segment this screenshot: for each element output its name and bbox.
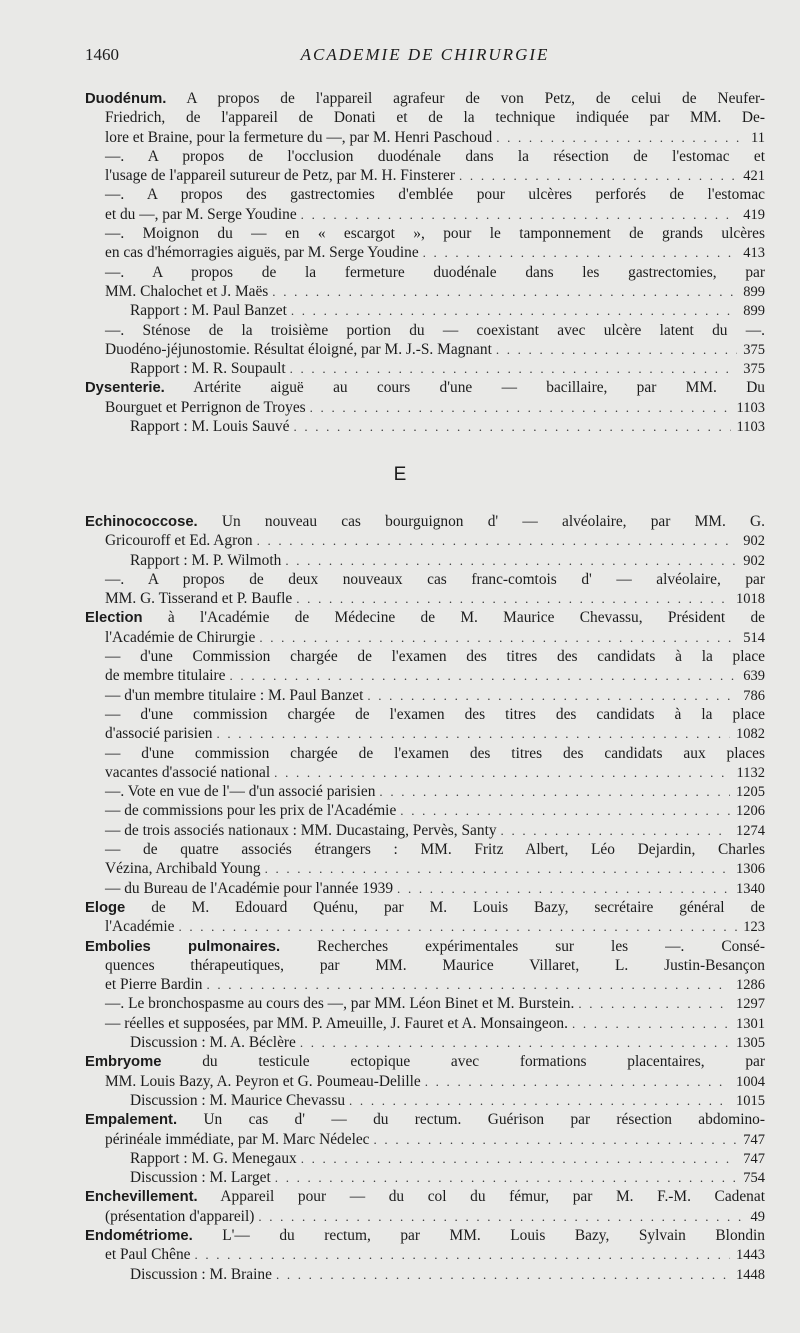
dot-leader [425, 1072, 730, 1091]
index-line [85, 1207, 765, 1226]
page-reference: 1443 [736, 1247, 765, 1264]
index-line [85, 398, 765, 417]
dot-leader [496, 128, 745, 147]
entry-text: Rapport : M. R. Soupault [130, 360, 286, 378]
page-reference: 1306 [736, 861, 765, 878]
index-line [85, 859, 765, 878]
dot-leader [496, 340, 737, 359]
index-term: Duodénum. [85, 91, 167, 107]
index-line [85, 994, 765, 1013]
entry-text: et Paul Chêne [105, 1246, 191, 1264]
page-reference: 1015 [736, 1092, 765, 1109]
entry-text: Discussion : M. A. Béclère [130, 1034, 296, 1052]
index-line [85, 898, 765, 917]
entry-text: — d'une commission chargée de l'examen des titres des candidats aux places [105, 744, 765, 762]
index-line [85, 763, 765, 782]
page-reference: 1305 [736, 1035, 765, 1052]
entry-text: Un cas d' — du rectum. Guérison par résection abdomino- [177, 1111, 765, 1129]
dot-leader [300, 1033, 730, 1052]
index-line [85, 1072, 765, 1091]
index-text [105, 166, 455, 185]
entry-text: Vézina, Archibald Young [105, 860, 261, 878]
index-line [85, 340, 765, 359]
section-letter: E [393, 464, 407, 485]
dot-leader [301, 1149, 738, 1168]
dot-leader [572, 1014, 730, 1033]
entry-text: Un nouveau cas bourguignon d' — alvéolaire, par MM. G. [197, 513, 765, 530]
index-line [85, 666, 765, 685]
index-text [105, 879, 393, 898]
entry-text: — de quatre associés étrangers : MM. Fritz Albert, Léo Dejardin, Charles [105, 841, 765, 859]
index-text [105, 763, 270, 782]
index-text [105, 975, 202, 994]
index-text [105, 282, 268, 301]
index-line [85, 359, 765, 378]
entry-text: (présentation d'appareil) [105, 1207, 255, 1225]
page-reference: 899 [743, 283, 765, 300]
index-text [105, 205, 297, 224]
page-reference: 754 [743, 1170, 765, 1187]
page-reference: 1018 [736, 591, 765, 608]
dot-leader [400, 801, 730, 820]
page-reference: 1274 [736, 822, 765, 839]
index-text [105, 859, 261, 878]
index-line [85, 185, 765, 204]
index-line [85, 1245, 765, 1264]
index-line [85, 879, 765, 898]
index-text [105, 1072, 421, 1091]
entry-text: Discussion : M. Maurice Chevassu [130, 1091, 346, 1109]
index-text [130, 1033, 296, 1052]
page-header [85, 45, 765, 69]
dot-leader [265, 859, 730, 878]
index-line [85, 1226, 765, 1245]
page-reference: 375 [743, 341, 765, 358]
page-reference: 1301 [736, 1015, 765, 1032]
page-reference: 1297 [736, 996, 765, 1013]
index-line [85, 147, 765, 166]
index-line [85, 1014, 765, 1033]
dot-leader [285, 551, 737, 570]
index-line [85, 282, 765, 301]
index-line [85, 551, 765, 570]
index-line [85, 512, 765, 531]
page-reference: 1082 [736, 726, 765, 743]
index-term: Dysenterie. [85, 380, 165, 397]
index-line [85, 417, 765, 436]
index-line [85, 1265, 765, 1284]
index-term: Enchevillement. [85, 1189, 198, 1206]
index-text [105, 917, 174, 936]
index-line [85, 128, 765, 147]
page-reference: 123 [743, 919, 765, 936]
index-line [85, 647, 765, 666]
entry-text: —. Vote en vue de l'— d'un associé parisien [105, 783, 376, 801]
entry-text: —. A propos des gastrectomies d'emblée pour ulcères perforés de l'estomac [105, 186, 765, 204]
entry-text: de M. Edouard Quénu, par M. Louis Bazy, secrétaire général de [125, 898, 765, 916]
entry-text: — d'un membre titulaire : M. Paul Banzet [105, 686, 364, 704]
index-line [85, 89, 765, 108]
dot-leader [275, 1168, 737, 1187]
entry-text: —. A propos de l'occlusion duodénale dans la résection de l'estomac et [105, 147, 765, 165]
index-line [85, 1091, 765, 1110]
entry-text: Rapport : M. Paul Banzet [130, 302, 287, 320]
index-line [85, 744, 765, 763]
dot-leader [276, 1265, 730, 1284]
entry-text: Recherches expérimentales sur les —. Consé- [280, 937, 765, 955]
dot-leader [230, 666, 738, 685]
index-text [130, 1149, 297, 1168]
index-term: Election [85, 610, 143, 627]
index-line [85, 1110, 765, 1129]
entry-text: Discussion : M. Larget [130, 1169, 271, 1187]
index-line [85, 686, 765, 705]
entry-text: Artérite aiguë au cours d'une — bacillaire, par MM. Du [164, 379, 765, 397]
page-reference: 1448 [736, 1266, 765, 1283]
index-text [130, 1265, 272, 1284]
index-text [105, 801, 396, 820]
entry-text: —. Moignon du — en « escargot », pour le tamponnement de grands ulcères [105, 225, 765, 243]
entry-text: — du Bureau de l'Académie pour l'année 1939 [105, 879, 394, 897]
dot-leader [272, 282, 737, 301]
index-term: Embryome [85, 1054, 162, 1071]
page-reference: 902 [743, 552, 765, 569]
page-reference: 49 [750, 1208, 765, 1225]
dot-leader [259, 628, 737, 647]
dot-leader [301, 205, 738, 224]
dot-leader [349, 1091, 730, 1110]
entry-text: —. A propos de la fermeture duodénale dans les gastrectomies, par [105, 263, 765, 281]
index-line [85, 1033, 765, 1052]
index-block-d [85, 89, 765, 436]
entry-text: MM. Chalochet et J. Maës [105, 282, 269, 300]
index-text [130, 1168, 271, 1187]
page-reference: 1286 [736, 977, 765, 994]
page-number: 1460 [85, 45, 119, 64]
index-line [85, 243, 765, 262]
index-line [85, 608, 765, 627]
page-reference: 639 [743, 668, 765, 685]
dot-leader [501, 821, 730, 840]
dot-leader [423, 243, 738, 262]
page-reference: 413 [743, 245, 765, 262]
dot-leader [296, 589, 730, 608]
index-text [105, 1245, 190, 1264]
dot-leader [578, 994, 730, 1013]
entry-text: et Pierre Bardin [105, 976, 203, 994]
index-text [105, 1207, 254, 1226]
entry-text: —. Sténose de la troisième portion du — coexistant avec ulcère latent du —. [105, 321, 765, 339]
index-term: Empalement. [85, 1112, 178, 1129]
index-line [85, 263, 765, 282]
entry-text: en cas d'hémorragies aiguës, par M. Serge Youdine [105, 244, 419, 262]
page-reference: 1340 [736, 880, 765, 897]
entry-text: lore et Braine, pour la fermeture du —, par M. Henri Paschoud [105, 128, 493, 146]
index-line [85, 840, 765, 859]
entry-text: l'Académie de Chirurgie [105, 628, 256, 646]
page-reference: 1205 [736, 784, 765, 801]
index-line [85, 956, 765, 975]
entry-text: du testicule ectopique avec formations placentaires, par [161, 1053, 765, 1071]
index-line [85, 782, 765, 801]
index-text [105, 1014, 568, 1033]
index-text [105, 128, 492, 147]
entry-text: — d'une commission chargée de l'examen des titres des candidats à la place [105, 705, 765, 723]
index-line [85, 724, 765, 743]
entry-text: Bourguet et Perrignon de Troyes [105, 398, 306, 416]
page-reference: 899 [743, 303, 765, 320]
entry-text: vacantes d'associé national [105, 763, 271, 781]
index-text [105, 589, 292, 608]
index-text [105, 782, 375, 801]
page-reference: 1004 [736, 1073, 765, 1090]
index-text [105, 994, 574, 1013]
page-reference: 747 [743, 1150, 765, 1167]
entry-text: — de commissions pour les prix de l'Académie [105, 802, 397, 820]
index-text [105, 724, 212, 743]
entry-text: — d'une Commission chargée de l'examen des titres des candidats à la place [105, 648, 765, 666]
index-line [85, 224, 765, 243]
index-line [85, 1052, 765, 1071]
dot-leader [379, 782, 730, 801]
entry-text: l'usage de l'appareil sutureur de Petz, par M. H. Finsterer [105, 167, 456, 185]
dot-leader [310, 398, 731, 417]
entry-text: —. A propos de deux nouveaux cas franc-comtois d' — alvéolaire, par [105, 570, 765, 588]
index-text [130, 359, 286, 378]
dot-leader [291, 301, 737, 320]
index-text [105, 686, 363, 705]
index-text [105, 340, 492, 359]
index-line [85, 1130, 765, 1149]
index-line [85, 821, 765, 840]
page-reference: 1103 [736, 419, 765, 436]
dot-leader [397, 879, 730, 898]
page-reference: 1206 [736, 803, 765, 820]
index-text [130, 1091, 345, 1110]
page-reference: 1103 [736, 399, 765, 416]
dot-leader [216, 724, 730, 743]
dot-leader [290, 359, 738, 378]
dot-leader [206, 975, 730, 994]
index-line [85, 628, 765, 647]
index-line [85, 378, 765, 397]
index-line [85, 1149, 765, 1168]
index-term: Endométriome. [85, 1227, 193, 1244]
entry-text: Gricouroff et Ed. Agron [105, 532, 253, 550]
entry-text: et du —, par M. Serge Youdine [105, 205, 297, 223]
index-text [105, 628, 255, 647]
entry-text: Rapport : M. G. Menegaux [130, 1149, 297, 1167]
entry-text: Rapport : M. P. Wilmoth [130, 551, 282, 569]
index-text [130, 301, 287, 320]
index-text [105, 243, 419, 262]
page-reference: 11 [751, 129, 765, 146]
page-reference: 421 [743, 168, 765, 185]
dot-leader [374, 1130, 738, 1149]
entry-text: quences thérapeutiques, par MM. Maurice Villaret, L. Justin-Besançon [105, 956, 765, 974]
page-reference: 419 [743, 206, 765, 223]
index-line [85, 937, 765, 956]
page-reference: 786 [743, 687, 765, 704]
index-text [105, 531, 253, 550]
page-reference: 514 [743, 629, 765, 646]
page-reference: 902 [743, 533, 765, 550]
dot-leader [258, 1207, 744, 1226]
index-line [85, 570, 765, 589]
dot-leader [178, 917, 737, 936]
entry-text: périnéale immédiate, par M. Marc Nédelec [105, 1130, 370, 1148]
dot-leader [194, 1245, 730, 1264]
entry-text: l'Académie [105, 918, 175, 936]
dot-leader [257, 531, 738, 550]
index-term: Eloge [85, 899, 126, 916]
index-line [85, 301, 765, 320]
dot-leader [293, 417, 730, 436]
entry-text: à l'Académie de Médecine de M. Maurice Chevassu, Président de [142, 609, 765, 627]
entry-text: d'associé parisien [105, 725, 213, 743]
index-line [85, 975, 765, 994]
index-line [85, 1168, 765, 1187]
entry-text: L'— du rectum, par MM. Louis Bazy, Sylvain Blondin [192, 1226, 765, 1244]
entry-text: Friedrich, de l'appareil de Donati et de la technique indiquée par MM. De- [105, 109, 765, 127]
index-text [105, 1130, 370, 1149]
page-reference: 1132 [736, 764, 765, 781]
page-reference: 747 [743, 1131, 765, 1148]
index-line [85, 531, 765, 550]
index-line [85, 1187, 765, 1206]
entry-text: de membre titulaire [105, 667, 226, 685]
entry-text: — de trois associés nationaux : MM. Ducastaing, Pervès, Santy [105, 821, 497, 839]
index-line [85, 205, 765, 224]
entry-text: — réelles et supposées, par MM. P. Ameuille, J. Fauret et A. Monsaingeon. [105, 1014, 568, 1032]
dot-leader [274, 763, 730, 782]
entry-text: —. Le bronchospasme au cours des —, par MM. Léon Binet et M. Burstein. [105, 995, 575, 1013]
running-title: ACADEMIE DE CHIRURGIE [300, 45, 550, 64]
index-line [85, 321, 765, 340]
index-line [85, 589, 765, 608]
entry-text: Appareil pour — du col du fémur, par M. F.-M. Cadenat [197, 1188, 765, 1206]
index-line [85, 917, 765, 936]
index-line [85, 166, 765, 185]
entry-text: MM. G. Tisserand et P. Baufle [105, 590, 293, 608]
index-line [85, 108, 765, 127]
entry-text: A propos de l'appareil agrafeur de von Petz, de celui de Neufer- [166, 90, 765, 107]
entry-text: Duodéno-jéjunostomie. Résultat éloigné, par M. J.-S. Magnant [105, 340, 492, 358]
page-reference: 375 [743, 361, 765, 378]
index-text [130, 551, 281, 570]
entry-text: Rapport : M. Louis Sauvé [130, 418, 290, 436]
index-text [130, 417, 289, 436]
index-text [105, 666, 226, 685]
index-text [105, 821, 497, 840]
index-term: Echinococcose. [85, 514, 198, 530]
dot-leader [367, 686, 737, 705]
index-term: Embolies pulmonaires. [85, 938, 281, 955]
entry-text: MM. Louis Bazy, A. Peyron et G. Poumeau-Delille [105, 1072, 421, 1090]
index-line [85, 801, 765, 820]
entry-text: Discussion : M. Braine [130, 1265, 272, 1283]
index-line [85, 705, 765, 724]
index-text [105, 398, 306, 417]
dot-leader [459, 166, 737, 185]
index-block-e [85, 512, 765, 1284]
